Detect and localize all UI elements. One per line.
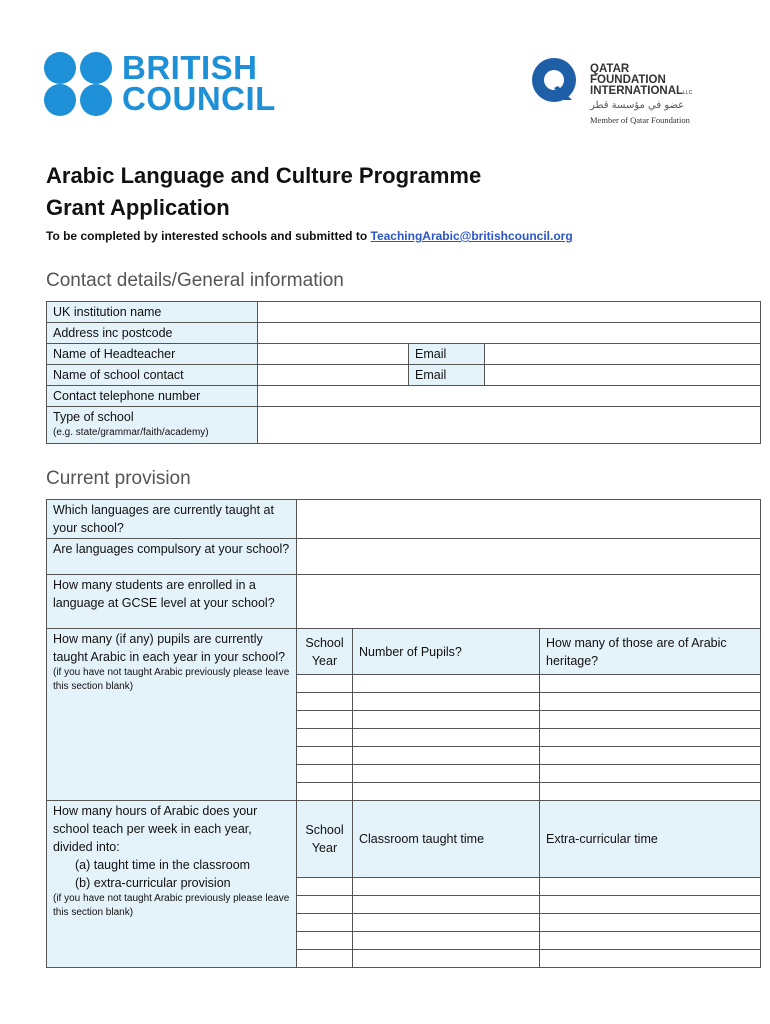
compulsory-answer-field[interactable]	[297, 539, 761, 575]
languages-question: Which languages are currently taught at your school?	[47, 500, 297, 539]
bc-logo-line2: COUNCIL	[122, 80, 276, 117]
pupils-year-cell[interactable]	[297, 783, 353, 801]
bc-logo-line1: BRITISH	[122, 49, 258, 86]
hours-year-cell[interactable]	[297, 878, 353, 896]
page-title	[46, 160, 481, 224]
headteacher-field[interactable]	[258, 344, 409, 365]
pupils-year-cell[interactable]	[297, 765, 353, 783]
hours-year-cell[interactable]	[297, 950, 353, 968]
provision-section-heading: Current provision	[46, 468, 191, 489]
hours-extra-cell[interactable]	[540, 914, 761, 932]
pupils-school-year-header: School Year	[297, 629, 353, 675]
pupils-heritage-cell[interactable]	[540, 783, 761, 801]
british-council-dots-icon	[44, 52, 116, 116]
pupils-year-cell[interactable]	[297, 675, 353, 693]
headteacher-email-field[interactable]	[485, 344, 761, 365]
hours-option-a: (a) taught time in the classroom	[75, 858, 251, 872]
pupils-heritage-cell[interactable]	[540, 765, 761, 783]
hours-school-year-header: School Year	[297, 801, 353, 878]
arabic-heritage-header: How many of those are of Arabic heritage?	[540, 629, 761, 675]
extra-curricular-header: Extra-curricular time	[540, 801, 761, 878]
institution-field[interactable]	[258, 302, 761, 323]
pupils-question-text: How many (if any) pupils are currently taught Arabic in each year in your school?	[53, 632, 286, 664]
qatar-foundation-mark-icon	[528, 56, 582, 106]
hours-extra-cell[interactable]	[540, 932, 761, 950]
pupils-count-cell[interactable]	[353, 693, 540, 711]
school-contact-field[interactable]	[258, 365, 409, 386]
pupils-year-cell[interactable]	[297, 729, 353, 747]
classroom-time-header: Classroom taught time	[353, 801, 540, 878]
qatar-foundation-logo	[528, 54, 728, 130]
pupils-heritage-cell[interactable]	[540, 729, 761, 747]
current-provision-table	[46, 499, 761, 968]
pupils-count-cell[interactable]	[353, 783, 540, 801]
pupils-year-cell[interactable]	[297, 711, 353, 729]
gcse-answer-field[interactable]	[297, 575, 761, 629]
pupils-count-cell[interactable]	[353, 729, 540, 747]
pupils-count-cell[interactable]	[353, 675, 540, 693]
hours-classroom-cell[interactable]	[353, 932, 540, 950]
pupils-count-cell[interactable]	[353, 711, 540, 729]
qf-member-text: Member of Qatar Foundation	[590, 115, 690, 125]
school-contact-label: Name of school contact	[47, 365, 258, 386]
pupils-heritage-cell[interactable]	[540, 693, 761, 711]
institution-label: UK institution name	[47, 302, 258, 323]
hours-question-text: How many hours of Arabic does your school teach per week in each year, divided into:	[53, 804, 258, 854]
qf-line2: FOUNDATION	[590, 74, 666, 86]
contact-section-heading: Contact details/General information	[46, 270, 344, 291]
gcse-question: How many students are enrolled in a language at GCSE level at your school?	[47, 575, 297, 629]
qf-line3: INTERNATIONAL	[590, 85, 684, 97]
pupils-year-cell[interactable]	[297, 747, 353, 765]
pupils-question-note: (if you have not taught Arabic previously please leave this section blank)	[53, 667, 290, 692]
compulsory-question: Are languages compulsory at your school?	[47, 539, 297, 575]
school-contact-email-field[interactable]	[485, 365, 761, 386]
hours-classroom-cell[interactable]	[353, 878, 540, 896]
qf-line1: QATAR	[590, 63, 630, 75]
pupils-count-cell[interactable]	[353, 765, 540, 783]
languages-answer-field[interactable]	[297, 500, 761, 539]
pupils-heritage-cell[interactable]	[540, 675, 761, 693]
pupils-year-cell[interactable]	[297, 693, 353, 711]
hours-extra-cell[interactable]	[540, 896, 761, 914]
hours-year-cell[interactable]	[297, 914, 353, 932]
contact-details-table	[46, 301, 761, 444]
headteacher-label: Name of Headteacher	[47, 344, 258, 365]
school-type-note: (e.g. state/grammar/faith/academy)	[53, 427, 209, 438]
qf-arabic-tagline: عضو في مؤسسة قطر	[590, 100, 685, 111]
title-line1: Arabic Language and Culture Programme	[46, 163, 482, 188]
hours-question-note: (if you have not taught Arabic previously please leave this section blank)	[53, 893, 290, 918]
address-label: Address inc postcode	[47, 323, 258, 344]
hours-classroom-cell[interactable]	[353, 896, 540, 914]
hours-question	[47, 801, 297, 968]
telephone-field[interactable]	[258, 386, 761, 407]
headteacher-email-label: Email	[409, 344, 485, 365]
school-contact-email-label: Email	[409, 365, 485, 386]
school-type-field[interactable]	[258, 407, 761, 444]
intro-text	[46, 229, 573, 243]
pupils-heritage-cell[interactable]	[540, 711, 761, 729]
hours-extra-cell[interactable]	[540, 878, 761, 896]
intro-instruction: To be completed by interested schools and submitted to	[46, 229, 371, 243]
hours-option-b: (b) extra-curricular provision	[75, 876, 231, 890]
telephone-label: Contact telephone number	[47, 386, 258, 407]
title-line2: Grant Application	[46, 195, 230, 220]
address-field[interactable]	[258, 323, 761, 344]
hours-classroom-cell[interactable]	[353, 950, 540, 968]
school-type-label	[47, 407, 258, 444]
submission-email-link[interactable]: TeachingArabic@britishcouncil.org	[370, 229, 573, 243]
pupils-question	[47, 629, 297, 801]
hours-classroom-cell[interactable]	[353, 914, 540, 932]
school-type-text: Type of school	[53, 410, 134, 424]
hours-extra-cell[interactable]	[540, 950, 761, 968]
hours-year-cell[interactable]	[297, 896, 353, 914]
hours-year-cell[interactable]	[297, 932, 353, 950]
pupils-heritage-cell[interactable]	[540, 747, 761, 765]
qf-llc: LLC	[683, 90, 693, 96]
pupils-count-cell[interactable]	[353, 747, 540, 765]
number-of-pupils-header: Number of Pupils?	[353, 629, 540, 675]
british-council-logo	[44, 49, 284, 120]
